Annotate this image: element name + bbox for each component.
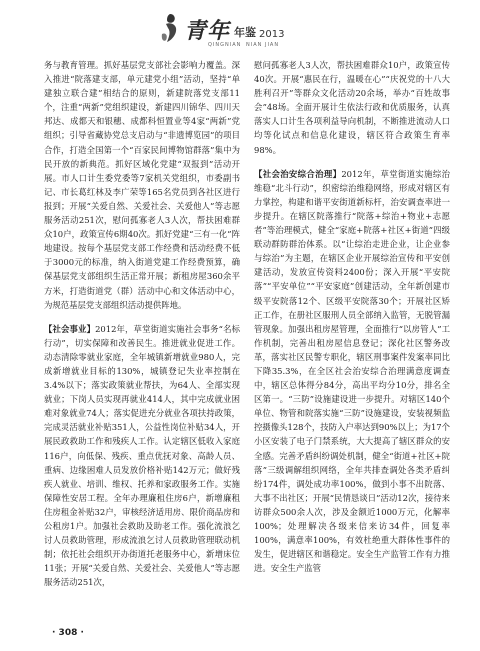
ink-figure-icon: [158, 12, 182, 44]
party-building-paragraph: 务与教育管理。抓好基层党支部社会影响力覆盖。深入推进“院落建支部，单元建党小组”活动，坚持“单建独立联合建”相结合的原则，新建院落党支部11个，注重“两新”党组织建设，新建四川锦华、四川天邦达、成都天和银穗、成都科恒置业等4家“两新”党组织；引导省藏协党总支启动与“非遗博览园”的项目合作，打造全国第一个“百家民间博物馆群落”集中为民开放的新典范。抓好区域化党建“双报到”活动开展。市人口计生委党委等7家机关党组织，市委副书记、市长葛红林及李广荣等165名党员到各社区进行报到；开展“关爱自然、关爱社会、关爱他人”等志愿服务活动251次，慰问孤寡老人3人次，帮扶困难群众10户，政策宣传6期40次。抓好党建“三有一化”阵地建设。按每个基层党支部工作经费和活动经费不低于3000元的标准，纳入街道党建工作经费预算，确保基层党支部组织生活正常开展；新租房屋360余平方米，打造街道党（群）活动中心和文体活动中心，为规范基层党支部组织活动提供阵地。: [44, 60, 240, 310]
right-column: [254, 58, 450, 575]
yearbook-title: 青年: [184, 18, 231, 44]
page-number: · 308 ·: [52, 628, 84, 638]
section-heading-public-security: 【社会治安综合治理】: [254, 168, 342, 179]
yearbook-pinyin-right: NIAN JIAN: [246, 42, 280, 48]
public-security-paragraph: 2012年，草堂街道实施综治维稳“北斗行动”，织密综治维稳网络，形成对辖区有力掌控，构建和谐平安街道新标杆，治安调查率进一步提升。在辖区院落推行“院落+综治+物业+志愿者”等治理模式，健全“家庭+院落+社区+街道”四级联动群防群治体系。以“让综治走进企业，让企业参与综治”为主题，在辖区企业开展综治宣传和平安创建活动，发放宣传资料2400份；深入开展“平安院落”“平安单位”“平安家庭”创建活动，全年新创建市级平安院落12个、区级平安院落30个；开展社区矫正工作，在册社区服刑人员全部纳入监管，无脱管漏管现象。加强出租房屋管理，全面推行“以房管人”工作机制，完善出租房屋信息登记；深化社区警务改革，落实社区民警专职化，辖区刑事案件发案率同比下降35.3%，在全区社会治安综合治理满意度调查中，辖区总体得分84分，高出平均分10分，排名全区第一。“三防”设施建设进一步提升。对辖区140个单位、物管和院落实施“三防”设施建设，安装视频监控摄像头128个，技防入户率达到90%以上；为17个小区安装了电子门禁系统，大大提高了辖区群众的安全感。完善矛盾纠纷调处机制，健全“街道+社区+院落”三级调解组织网络，全年共排查调处各类矛盾纠纷174件，调处成功率100%，做到小事不出院落、大事不出社区；开展“民情恳谈日”活动12次，接待来访群众500余人次，涉及金额近1000万元，化解率100%；处理解决各级来信来访34件，回复率100%，满意率100%，有效杜绝重大群体性事件的发生，促进辖区和谐稳定。安全生产监管工作有力推进。安全生产监管: [254, 168, 451, 574]
yearbook-subtitle: 年鉴: [234, 26, 257, 39]
left-column: [44, 58, 240, 589]
page-header: [0, 8, 480, 46]
yearbook-year: 2013: [259, 29, 285, 40]
social-affairs-paragraph: 2012年，草堂街道实施社会事务“名标行动”，切实保障和改善民生。推进就业促进工作。动态清除零就业家庭，全年城镇新增就业980人，完成新增就业目标的130%，城镇登记失业率控制在3.4%以下；落实政策就业帮扶，为64人、全部实现就业；下岗人员实现再就业414人，其中完成就业困难对象就业74人；落实促进充分就业各项扶持政策，完成灵活就业补贴351人，公益性岗位补贴34人，开展民政救助工作和残疾人工作。认定辖区低收入家庭116户，向低保、残疾、重点优抚对象、高龄人员、重病、边缘困难人员发放价格补贴142万元；做好残疾人就业、培训、维权、托养和家政服务工作。实施保障性安居工程。全年办理廉租住房6户，新增廉租住房租金补贴32户，审核经济适用房、限价商品房和公租房1户。加强社会救助及助老工作。强化流浪乞讨人员救助管理，形成流浪乞讨人员救助管理联动机制；依托社会组织开办街道托老服务中心，新增床位11张；开展“关爱自然、关爱社会、关爱他人”等志愿服务活动251次，: [44, 323, 240, 588]
section-heading-social-affairs: 【社会事业】: [44, 323, 96, 334]
yearbook-pinyin-left: QINGNIAN: [208, 42, 242, 48]
family-planning-paragraph: 慰问孤寡老人3人次，帮扶困难群众10户，政策宣传40次。开展“惠民在行，温暖在心”“庆祝党的十八大胜利召开”等群众文化活动20余场，举办“百姓故事会”48场。全面开展计生依法行政和优质服务，认真落实人口计生各项利益导向机制，不断推进流动人口均等化试点和信息化建设，辖区符合政策生育率98%。: [254, 60, 450, 155]
yearbook-brand: [158, 12, 284, 44]
